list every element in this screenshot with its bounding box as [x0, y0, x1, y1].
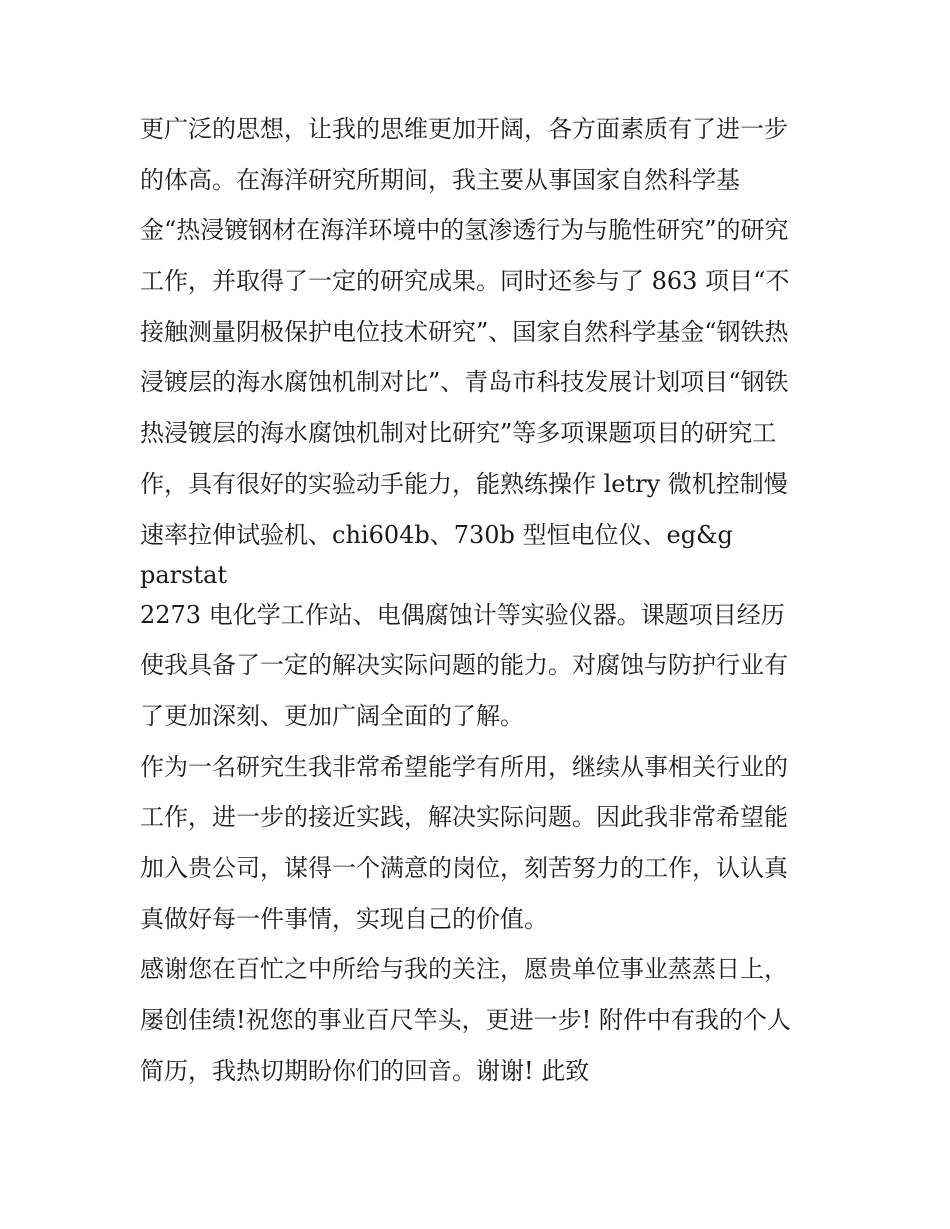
text-line: 屡创佳绩!祝您的事业百尺竿头，更进一步! 附件中有我的个人	[140, 1006, 791, 1034]
text-line: 作，具有很好的实验动手能力，能熟练操作 letry 微机控制慢	[140, 469, 788, 498]
text-line: 工作，并取得了一定的研究成果。同时还参与了 863 项目“不	[140, 267, 790, 296]
letter-body	[140, 108, 820, 1100]
text-line: 更广泛的思想，让我的思维更加开阔，各方面素质有了进一步	[140, 115, 788, 143]
text-line: 的体高。在海洋研究所期间，我主要从事国家自然科学基	[140, 165, 740, 194]
text-line: 真做好每一件事情，实现自己的价值。	[140, 904, 548, 933]
text-line: 接触测量阴极保护电位技术研究”、国家自然科学基金“钢铁热	[140, 317, 789, 346]
text-line: 加入贵公司，谋得一个满意的岗位，刻苦努力的工作，认认真	[140, 853, 788, 882]
text-line: 使我具备了一定的解决实际问题的能力。对腐蚀与防护行业有	[140, 651, 788, 680]
text-line: 感谢您在百忙之中所给与我的关注，愿贵单位事业蒸蒸日上，	[140, 955, 788, 984]
text-line: 热浸镀层的海水腐蚀机制对比研究”等多项课题项目的研究工	[140, 419, 777, 448]
text-line: 简历，我热切期盼你们的回音。谢谢! 此致	[140, 1056, 590, 1085]
text-line: 金“热浸镀钢材在海洋环境中的氢渗透行为与脆性研究”的研究	[140, 216, 789, 245]
text-line: 作为一名研究生我非常希望能学有所用，继续从事相关行业的	[140, 752, 788, 781]
text-line: 速率拉伸试验机、chi604b、730b 型恒电位仪、eg&g	[140, 520, 733, 549]
text-line: 了更加深刻、更加广阔全面的了解。	[140, 701, 524, 730]
text-line: 浸镀层的海水腐蚀机制对比”、青岛市科技发展计划项目“钢铁	[140, 368, 789, 397]
text-line: 工作，进一步的接近实践，解决实际问题。因此我非常希望能	[140, 803, 788, 832]
text-line: parstat	[140, 560, 228, 589]
text-line: 2273 电化学工作站、电偶腐蚀计等实验仪器。课题项目经历	[140, 600, 785, 629]
